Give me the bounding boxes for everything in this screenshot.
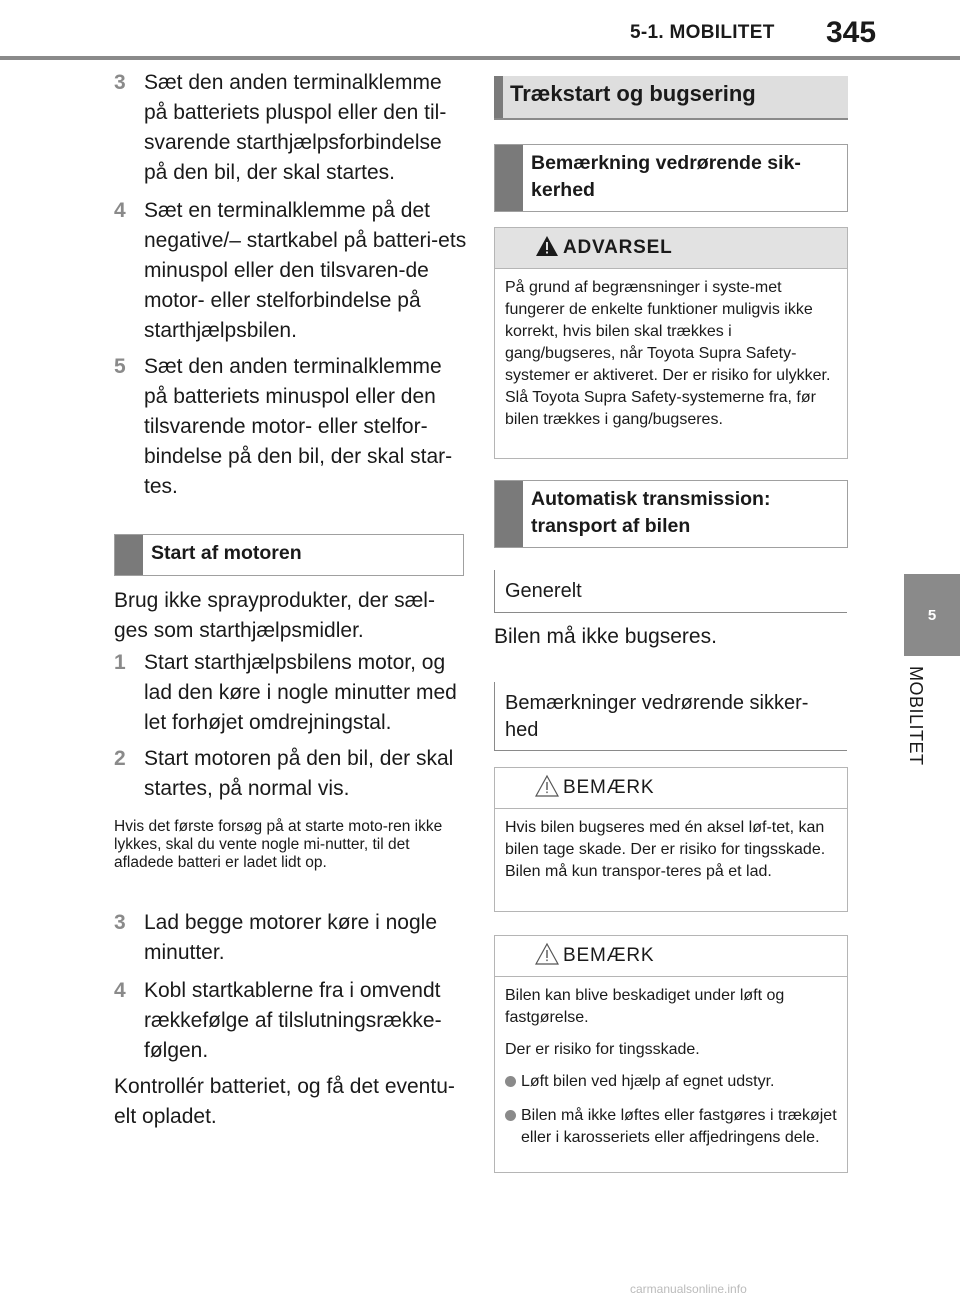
step-number: 3 xyxy=(114,71,126,94)
notice-box xyxy=(494,767,848,912)
list-item xyxy=(505,1105,837,1149)
step-number: 5 xyxy=(114,355,126,378)
step-item xyxy=(114,908,470,968)
paragraph-closing: Kontrollér batteriet, og få det eventu-elt opladet. xyxy=(114,1075,455,1128)
notice-header xyxy=(495,936,847,977)
step-number: 2 xyxy=(114,747,126,770)
heading-text: Automatisk transmission: transport af bilen xyxy=(531,488,771,537)
step-text: Sæt den anden terminalklemme på batteriets pluspol eller den til-svarende starthjælpsforbindelse på den bil, der skal startes. xyxy=(144,71,447,184)
step-text: Sæt den anden terminalklemme på batteriets minuspol eller den tilsvarende motor- eller stelfor-bindelse på den bil, der skal star-tes. xyxy=(144,355,453,498)
step-item xyxy=(114,744,470,804)
watermark: carmanualsonline.info xyxy=(630,1282,747,1296)
warning-body: På grund af begrænsninger i syste-met fungerer de enkelte funktioner muligvis ikke korrekt, hvis bilen skal trækkes i gang/bugseres, når Toyota Supra Safety-systemer er aktiveret. Der er risiko for ulykker. Slå Toyota Supra Safety-systemerne fra, før bilen trækkes i gang/bugseres. xyxy=(505,279,831,428)
section-heading-safety xyxy=(494,144,848,212)
subheading-text: Generelt xyxy=(505,580,582,602)
bullet-dot-icon xyxy=(505,1110,516,1121)
section-heading-start-engine xyxy=(114,534,464,576)
warning-title: ADVARSEL xyxy=(563,237,673,258)
step-item xyxy=(114,352,470,502)
notice-box xyxy=(494,935,848,1173)
step-number: 4 xyxy=(114,199,126,222)
header-rule xyxy=(0,56,960,60)
step-number: 4 xyxy=(114,979,126,1002)
band-title: Trækstart og bugsering xyxy=(510,81,756,106)
notice-paragraph: Der er risiko for tingsskade. xyxy=(505,1041,700,1058)
step-text: Start motoren på den bil, der skal startes, på normal vis. xyxy=(144,747,454,800)
notice-header xyxy=(495,768,847,809)
notice-paragraph: Bilen kan blive beskadiget under løft og fastgørelse. xyxy=(505,987,785,1026)
step-item xyxy=(114,976,470,1066)
warning-box xyxy=(494,227,848,459)
page-number: 345 xyxy=(826,16,877,49)
notice-title: BEMÆRK xyxy=(563,945,655,966)
list-item xyxy=(505,1071,837,1093)
heading-bar xyxy=(115,535,143,575)
notice-triangle-icon xyxy=(535,774,559,798)
warning-triangle-icon xyxy=(535,234,559,258)
step-text: Sæt en terminalklemme på det negative/– startkabel på batteri-ets minuspol eller den tilsvaren-de motor- eller stelforbindelse på starthjælpsbilen. xyxy=(144,199,467,342)
section-heading-automatic xyxy=(494,480,848,548)
step-text: Lad begge motorer køre i nogle minutter. xyxy=(144,911,438,964)
warning-header xyxy=(495,228,847,269)
bullet-dot-icon xyxy=(505,1076,516,1087)
step-item xyxy=(114,196,470,346)
note-small: Hvis det første forsøg på at starte moto-ren ikke lykkes, skal du vente nogle mi-nutter, til det afladede batteri er ladet lidt op. xyxy=(114,818,443,871)
chapter-tab-number[interactable]: 5 xyxy=(904,574,960,656)
subheading-text: Bemærkninger vedrørende sikker-hed xyxy=(505,692,809,741)
subheading-general xyxy=(494,570,847,613)
chapter-tab-label: MOBILITET xyxy=(906,666,926,766)
subheading-safety-notes xyxy=(494,682,847,751)
notice-triangle-icon xyxy=(535,942,559,966)
list-item-text: Løft bilen ved hjælp af egnet udstyr. xyxy=(521,1073,775,1090)
heading-text: Start af motoren xyxy=(151,542,302,564)
band-bar xyxy=(494,76,503,118)
heading-text: Bemærkning vedrørende sik-kerhed xyxy=(531,152,801,201)
notice-body xyxy=(495,977,847,1169)
notice-title: BEMÆRK xyxy=(563,777,655,798)
step-text: Kobl startkablerne fra i omvendt rækkefølge af tilslutningsrække-følgen. xyxy=(144,979,442,1062)
step-number: 1 xyxy=(114,651,126,674)
section-band-towing xyxy=(494,76,848,120)
chapter-tab-label-wrap xyxy=(896,660,936,810)
heading-bar xyxy=(495,481,523,547)
list-item-text: Bilen må ikke løftes eller fastgøres i trækøjet eller i karosseriets eller affjedringens dele. xyxy=(521,1107,837,1146)
step-item xyxy=(114,648,470,738)
notice-body: Hvis bilen bugseres med én aksel løf-tet, kan bilen tage skade. Der er risiko for tingsskade. Bilen må kun transpor-teres på et lad. xyxy=(505,819,826,880)
paragraph-spray: Brug ikke sprayprodukter, der sæl-ges som starthjælpsmidler. xyxy=(114,589,435,642)
step-number: 3 xyxy=(114,911,126,934)
step-text: Start starthjælpsbilens motor, og lad den køre i nogle minutter med let forhøjet omdrejningstal. xyxy=(144,651,457,734)
heading-bar xyxy=(495,145,523,211)
section-title: 5-1. MOBILITET xyxy=(630,22,775,43)
step-item xyxy=(114,68,470,188)
paragraph-general: Bilen må ikke bugseres. xyxy=(494,625,717,648)
